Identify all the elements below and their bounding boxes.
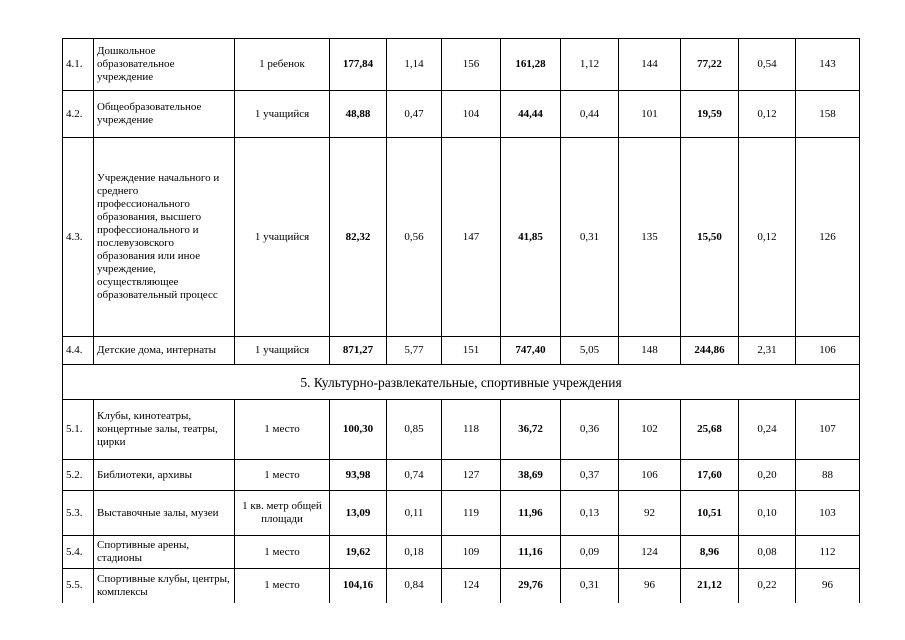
row-unit: 1 ребенок	[235, 39, 330, 91]
row-unit: 1 учащийся	[235, 337, 330, 365]
table-row	[63, 91, 860, 138]
cell-value: 0,08	[739, 536, 796, 569]
cell-value: 101	[619, 91, 681, 138]
table-row	[63, 491, 860, 536]
cell-value: 177,84	[330, 39, 387, 91]
row-unit: 1 место	[235, 400, 330, 460]
table-row	[63, 400, 860, 460]
cell-value: 104	[442, 91, 501, 138]
row-name: Клубы, кинотеатры, концертные залы, театры, цирки	[94, 400, 235, 460]
cell-value: 38,69	[501, 460, 561, 491]
row-unit: 1 учащийся	[235, 138, 330, 337]
cell-value: 0,10	[739, 491, 796, 536]
row-name: Библиотеки, архивы	[94, 460, 235, 491]
cell-value: 0,85	[387, 400, 442, 460]
cell-value: 92	[619, 491, 681, 536]
cell-value: 127	[442, 460, 501, 491]
cell-value: 88	[796, 460, 860, 491]
cell-value: 11,16	[501, 536, 561, 569]
cell-value: 112	[796, 536, 860, 569]
row-name: Общеобразовательное учреждение	[94, 91, 235, 138]
cell-value: 118	[442, 400, 501, 460]
cell-value: 126	[796, 138, 860, 337]
cell-value: 100,30	[330, 400, 387, 460]
row-number: 4.1.	[63, 39, 94, 91]
cell-value: 77,22	[681, 39, 739, 91]
table-row	[63, 337, 860, 365]
row-unit: 1 место	[235, 536, 330, 569]
cell-value: 48,88	[330, 91, 387, 138]
row-number: 4.4.	[63, 337, 94, 365]
cell-value: 747,40	[501, 337, 561, 365]
table-row	[63, 138, 860, 337]
cell-value: 13,09	[330, 491, 387, 536]
cell-value: 36,72	[501, 400, 561, 460]
cell-value: 0,11	[387, 491, 442, 536]
cell-value: 0,56	[387, 138, 442, 337]
cell-value: 0,37	[561, 460, 619, 491]
cell-value: 25,68	[681, 400, 739, 460]
cell-value: 151	[442, 337, 501, 365]
row-name: Дошкольное образовательное учреждение	[94, 39, 235, 91]
cell-value: 0,09	[561, 536, 619, 569]
cell-value: 2,31	[739, 337, 796, 365]
row-number: 5.5.	[63, 569, 94, 603]
cell-value: 96	[796, 569, 860, 603]
cell-value: 143	[796, 39, 860, 91]
cell-value: 119	[442, 491, 501, 536]
row-unit: 1 место	[235, 460, 330, 491]
cell-value: 124	[442, 569, 501, 603]
cell-value: 871,27	[330, 337, 387, 365]
cell-value: 0,84	[387, 569, 442, 603]
row-unit: 1 место	[235, 569, 330, 603]
row-number: 4.2.	[63, 91, 94, 138]
cell-value: 156	[442, 39, 501, 91]
row-unit: 1 учащийся	[235, 91, 330, 138]
cell-value: 148	[619, 337, 681, 365]
cell-value: 44,44	[501, 91, 561, 138]
norms-table	[62, 38, 860, 603]
cell-value: 0,20	[739, 460, 796, 491]
cell-value: 106	[796, 337, 860, 365]
cell-value: 0,22	[739, 569, 796, 603]
row-name: Детские дома, интернаты	[94, 337, 235, 365]
cell-value: 15,50	[681, 138, 739, 337]
table-row	[63, 569, 860, 603]
cell-value: 1,14	[387, 39, 442, 91]
cell-value: 41,85	[501, 138, 561, 337]
cell-value: 103	[796, 491, 860, 536]
row-name: Учреждение начального и среднего профессионального образования, высшего профессионального и послевузовского образования или иное учреждение, осуществляющее образовательный процесс	[94, 138, 235, 337]
cell-value: 10,51	[681, 491, 739, 536]
cell-value: 124	[619, 536, 681, 569]
cell-value: 106	[619, 460, 681, 491]
cell-value: 158	[796, 91, 860, 138]
cell-value: 5,05	[561, 337, 619, 365]
cell-value: 5,77	[387, 337, 442, 365]
cell-value: 0,18	[387, 536, 442, 569]
cell-value: 17,60	[681, 460, 739, 491]
cell-value: 144	[619, 39, 681, 91]
row-name: Выставочные залы, музеи	[94, 491, 235, 536]
cell-value: 0,24	[739, 400, 796, 460]
cell-value: 93,98	[330, 460, 387, 491]
row-unit: 1 кв. метр общей площади	[235, 491, 330, 536]
cell-value: 104,16	[330, 569, 387, 603]
cell-value: 19,59	[681, 91, 739, 138]
cell-value: 0,31	[561, 138, 619, 337]
row-number: 5.4.	[63, 536, 94, 569]
cell-value: 0,44	[561, 91, 619, 138]
table-row	[63, 536, 860, 569]
table-row	[63, 39, 860, 91]
cell-value: 1,12	[561, 39, 619, 91]
cell-value: 21,12	[681, 569, 739, 603]
cell-value: 0,12	[739, 91, 796, 138]
cell-value: 0,74	[387, 460, 442, 491]
cell-value: 11,96	[501, 491, 561, 536]
cell-value: 96	[619, 569, 681, 603]
cell-value: 135	[619, 138, 681, 337]
row-number: 4.3.	[63, 138, 94, 337]
cell-value: 0,54	[739, 39, 796, 91]
cell-value: 0,36	[561, 400, 619, 460]
cell-value: 109	[442, 536, 501, 569]
cell-value: 161,28	[501, 39, 561, 91]
cell-value: 8,96	[681, 536, 739, 569]
cell-value: 0,31	[561, 569, 619, 603]
cell-value: 107	[796, 400, 860, 460]
cell-value: 82,32	[330, 138, 387, 337]
row-number: 5.1.	[63, 400, 94, 460]
cell-value: 19,62	[330, 536, 387, 569]
cell-value: 29,76	[501, 569, 561, 603]
table-row	[63, 460, 860, 491]
cell-value: 0,13	[561, 491, 619, 536]
row-number: 5.3.	[63, 491, 94, 536]
row-name: Спортивные клубы, центры, комплексы	[94, 569, 235, 603]
section-header-row	[63, 365, 860, 400]
section-title: 5. Культурно-развлекательные, спортивные учреждения	[63, 365, 860, 400]
row-name: Спортивные арены, стадионы	[94, 536, 235, 569]
cell-value: 244,86	[681, 337, 739, 365]
cell-value: 0,12	[739, 138, 796, 337]
cell-value: 147	[442, 138, 501, 337]
cell-value: 0,47	[387, 91, 442, 138]
cell-value: 102	[619, 400, 681, 460]
row-number: 5.2.	[63, 460, 94, 491]
